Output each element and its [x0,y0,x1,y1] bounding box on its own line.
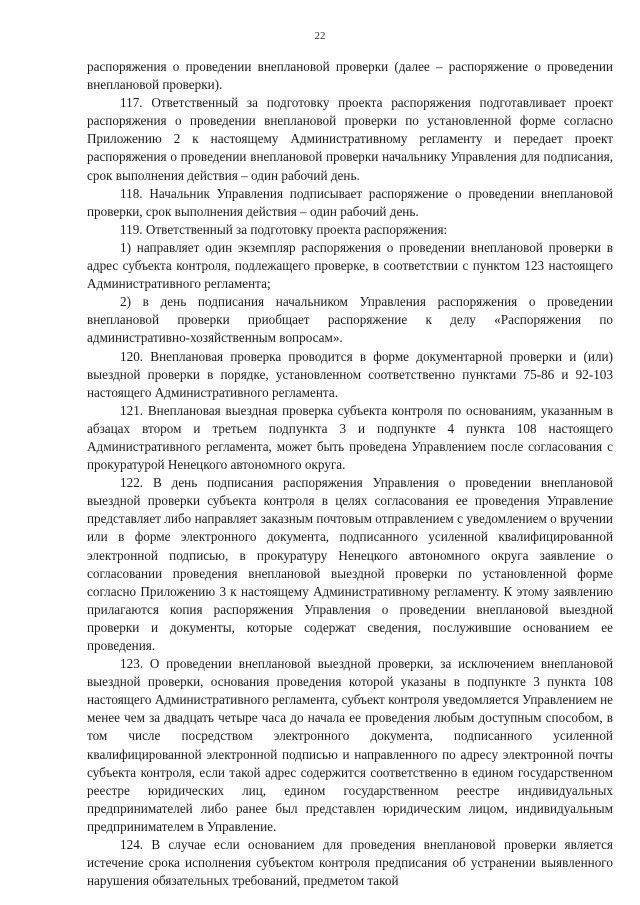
paragraph-117: 117. Ответственный за подготовку проекта распоряжения подготавливает проект распоряжения о проведении внеплановой проверки по установленной форме согласно Приложению 2 к настоящему Административному регламенту и передает проект распоряжения о проведении внеплановой проверки начальнику Управления для подписания, срок выполнения действия – один рабочий день. [87,95,613,183]
paragraph-122: 122. В день подписания распоряжения Управления о проведении внеплановой выездной проверки субъекта контроля в целях согласования ее проведения Управление представляет либо направляет заказным почтовым отправлением с уведомлением о вручении или в форме электронного документа, подписанного усиленной квалифицированной электронной подписью, в прокуратуру Ненецкого автономного округа заявление о согласовании проведения внеплановой выездной проверки по установленной форме согласно Приложению 3 к настоящему Административному регламенту. К этому заявлению прилагаются копия распоряжения Управления о проведении внеплановой выездной проверки и документы, которые содержат сведения, послужившие основанием ее проведения. [87,475,613,653]
paragraph-continuation: распоряжения о проведении внеплановой проверки (далее – распоряжение о проведении внеплановой проверки). [87,59,613,93]
paragraph-119-item-1: 1) направляет один экземпляр распоряжения о проведении внеплановой проверки в адрес субъекта контроля, подлежащего проверке, в соответствии с пунктом 123 настоящего Административного регламента; [87,239,613,292]
paragraph-121: 121. Внеплановая выездная проверка субъекта контроля по основаниям, указанным в абзацах втором и третьем подпункта 3 и подпункте 4 пункта 108 настоящего Административного регламента, может быть проведена Управлением после согласования с прокуратурой Ненецкого автономного округа. [87,402,613,473]
paragraph-123: 123. О проведении внеплановой выездной проверки, за исключением внеплановой выездной проверки, основания проведения которой указаны в подпункте 3 пункта 108 настоящего Административного регламента, субъект контроля уведомляется Управлением не менее чем за двадцать четыре часа до начала ее проведения любым доступным способом, в том числе посредством электронного документа, подписанного усиленной квалифицированной электронной подписью и направленного по адресу электронной почты субъекта контроля, если такой адрес содержится соответственно в едином государственном реестре юридических лиц, едином государственном реестре индивидуальных предпринимателей либо ранее был представлен юридическим лицом, индивидуальным предпринимателем в Управление. [87,656,613,834]
paragraph-119-item-2: 2) в день подписания начальником Управления распоряжения о проведении внеплановой проверки приобщает распоряжение к делу «Распоряжения по административно-хозяйственным вопросам». [87,294,613,346]
paragraph-118: 118. Начальник Управления подписывает распоряжение о проведении внеплановой проверки, срок выполнения действия – один рабочий день. [87,185,613,219]
document-body [87,58,613,890]
page-number: 22 [314,30,326,42]
paragraph-124: 124. В случае если основанием для проведения внеплановой проверки является истечение срока исполнения субъектом контроля предписания об устранении выявленного нарушения обязательных требований, предметом такой [87,837,613,889]
paragraph-120: 120. Внеплановая проверка проводится в форме документарной проверки и (или) выездной проверки в порядке, установленном соответственно пунктами 75-86 и 92-103 настоящего Административного регламента. [87,348,613,400]
paragraph-119: 119. Ответственный за подготовку проекта распоряжения: [120,221,448,237]
